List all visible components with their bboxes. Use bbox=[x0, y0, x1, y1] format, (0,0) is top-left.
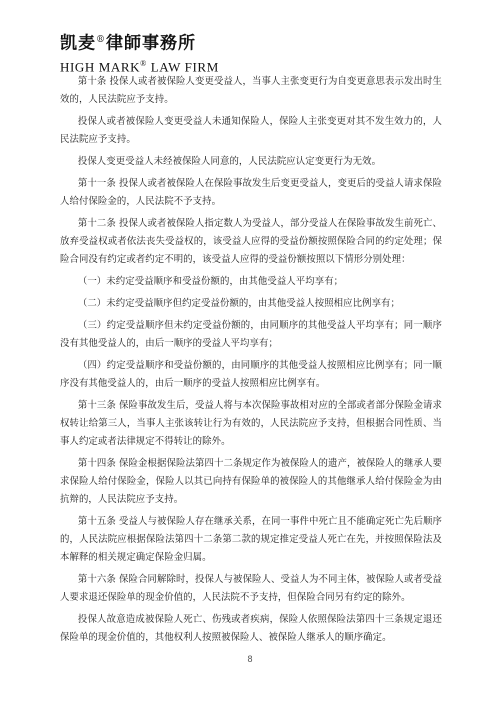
article-11: 第十一条 投保人或者被保险人在保险事故发生后变更受益人，变更后的受益人请求保险人给付保险金的，人民法院不予支持。 bbox=[60, 177, 442, 207]
page-number: 8 bbox=[247, 654, 253, 664]
article-16-para-2: 投保人故意造成被保险人死亡、伤残或者疾病，保险人依照保险法第四十三条规定退还保险单的现金价值的，其他权利人按照被保险人、被保险人继承人的顺序确定。 bbox=[60, 614, 442, 644]
firm-name-cn-part2: 律師事務所 bbox=[106, 33, 196, 54]
firm-name-en-part1: HIGH MARK bbox=[60, 58, 141, 74]
article-10-para-1: 第十条 投保人或者被保险人变更受益人，当事人主张变更行为自变更意思表示发出时生效的，人民法院应予支持。 bbox=[60, 76, 442, 106]
article-12-item-4: （四）约定受益顺序和受益份额的，由同顺序的其他受益人按照相应比例享有；同一顺序没有其他受益人的，由后一顺序的受益人按照相应比例享有。 bbox=[60, 359, 442, 389]
article-13: 第十三条 保险事故发生后，受益人将与本次保险事故相对应的全部或者部分保险金请求权转让给第三人，当事人主张该转让行为有效的，人民法院应予支持，但根据合同性质、当事人约定或者法律规定不得转让的除外。 bbox=[60, 399, 442, 447]
article-12-item-1: （一）未约定受益顺序和受益份额的，由其他受益人平均享有； bbox=[77, 276, 344, 287]
registered-mark-en: ® bbox=[140, 58, 147, 68]
article-16-para-1: 第十六条 保险合同解除时，投保人与被保险人、受益人为不同主体，被保险人或者受益人要求退还保险单的现金价值的，人民法院不予支持，但保险合同另有约定的除外。 bbox=[60, 574, 442, 604]
firm-name-en-part2: LAW FIRM bbox=[146, 58, 219, 74]
article-15: 第十五条 受益人与被保险人存在继承关系，在同一事件中死亡且不能确定死亡先后顺序的，人民法院应根据保险法第四十二条第二款的规定推定受益人死亡在先，并按照保险法及本解释的相关规定确定保险金归属。 bbox=[60, 516, 442, 564]
registered-mark-cn: ® bbox=[96, 35, 106, 45]
article-12-item-3: （三）约定受益顺序但未约定受益份额的，由同顺序的其他受益人平均享有；同一顺序没有其他受益人的，由后一顺序的受益人平均享有； bbox=[60, 319, 442, 349]
article-12: 第十二条 投保人或者被保险人指定数人为受益人，部分受益人在保险事故发生前死亡、放弃受益权或者依法丧失受益权的，该受益人应得的受益份额按照保险合同的约定处理；保险合同没有约定或者约定不明的，该受益人应得的受益份额按照以下情形分别处理： bbox=[60, 217, 442, 266]
firm-name-chinese bbox=[60, 30, 440, 54]
article-10-para-2: 投保人或者被保险人变更受益人未通知保险人，保险人主张变更对其不发生效力的，人民法院应予支持。 bbox=[60, 116, 442, 146]
letterhead bbox=[60, 30, 440, 75]
article-12-item-2: （二）未约定受益顺序但约定受益份额的，由其他受益人按照相应比例享有； bbox=[77, 297, 401, 309]
firm-name-cn-part1: 凯麦 bbox=[60, 33, 96, 54]
firm-name-english bbox=[60, 55, 440, 75]
document-body bbox=[60, 73, 442, 651]
article-10-para-3: 投保人变更受益人未经被保险人同意的，人民法院应认定变更行为无效。 bbox=[77, 156, 382, 167]
article-14: 第十四条 保险金根据保险法第四十二条规定作为被保险人的遗产，被保险人的继承人要求保险人给付保险金，保险人以其已向持有保险单的被保险人的其他继承人给付保险金为由抗辩的，人民法院应予支持。 bbox=[60, 457, 442, 506]
